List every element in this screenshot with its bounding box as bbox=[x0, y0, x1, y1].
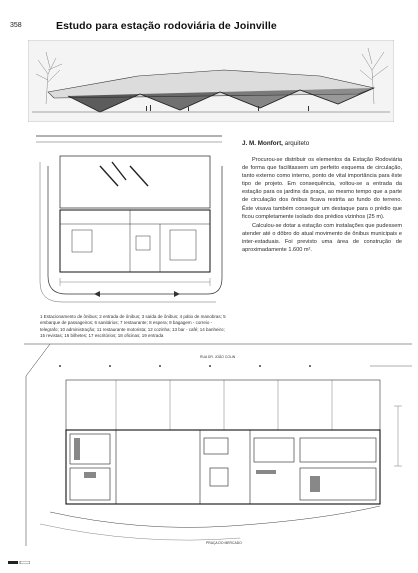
square-label: PRAÇA DO MERCADO bbox=[206, 541, 242, 545]
site-plan bbox=[30, 126, 226, 310]
page-number: 358 bbox=[10, 22, 22, 29]
article-body bbox=[242, 156, 402, 255]
article-paragraph: Procurou-se distribuir os elementos da Estação Rodoviária de forma que facilitassem um perfeito esquema de circulação, tanto externo como interno, ponto de vital importância para êste tipo de projeto. Em consequência, voltou-se a entrada da estação para os jardins da praça, ao mesmo tempo que a parte de circulação dos ônibus ficava restrita ao fundo do terreno. Êste visava também conseguir um destaque para o prédio que ficou completamente isolado dos prédios vizinhos (25 m). bbox=[242, 157, 402, 220]
scale-bar-mark bbox=[8, 561, 30, 564]
perspective-drawing bbox=[28, 40, 394, 122]
street-label: RUA DR. JOÃO COLIN bbox=[200, 355, 236, 359]
article-author: J. M. Monfort, arquiteto bbox=[242, 140, 310, 147]
page-title: Estudo para estação rodoviária de Joinville bbox=[56, 20, 277, 32]
floor-plan bbox=[20, 336, 412, 554]
plan-legend: 1 Estacionamento de ônibus; 2 entrada de ônibus; 3 saída de ônibus; 4 pátio de manobras; 5 embarque de passageiros; 6 sanitários; 7 restaurante; 8 espera; 9 bagagem - correio - telegrafo; 10 administração; 11 restaurante motorista; 12 cozinha; 13 bar - café; 14 banheiro; 15 revistas; 16 bilhetes; 17 escritórios; 18 oficinas; 19 entrada bbox=[40, 314, 226, 339]
article-paragraph: Calculou-se dotar a estação com instalações que pudessem atender até o dôbro do atual movimento de ônibus municipais e inter-estaduais. Foi previsto uma área de construção de aproximadamente 1.600 m². bbox=[242, 222, 402, 254]
